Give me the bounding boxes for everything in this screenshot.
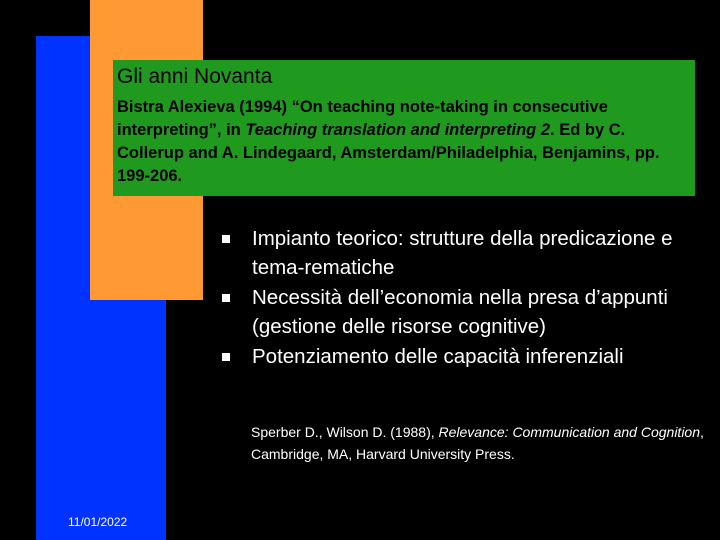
square-bullet-icon <box>222 353 230 361</box>
square-bullet-icon <box>222 294 230 302</box>
reference-citation <box>117 96 689 188</box>
footnote-text-part1: Sperber D., Wilson D. (1988), <box>251 424 439 440</box>
reference-book-title: Teaching translation and interpreting 2 <box>245 121 551 139</box>
bullet-text: Impianto teorico: strutture della predicazione e tema-rematiche <box>252 227 673 279</box>
slide-date: 11/01/2022 <box>68 515 128 529</box>
bullet-item <box>222 342 702 371</box>
footnote-text-part2: , Cambridge, MA, Harvard University Press. <box>251 424 704 462</box>
bullet-item <box>222 283 702 341</box>
reference-text-part2: . Ed by C. Collerup and A. Lindegaard, Amsterdam/Philadelphia, Benjamins, pp. 199-206. <box>117 121 660 185</box>
bullet-list <box>222 224 702 372</box>
bullet-item <box>222 224 702 282</box>
slide-title: Gli anni Novanta <box>117 65 273 88</box>
square-bullet-icon <box>222 235 230 243</box>
reference-text-part1: Bistra Alexieva (1994) “On teaching note-taking in consecutive interpreting”, in <box>117 98 608 139</box>
bullet-text: Potenziamento delle capacità inferenziali <box>252 345 624 368</box>
footnote-book-title: Relevance: Communication and Cognition <box>438 424 700 440</box>
bullet-text: Necessità dell’economia nella presa d’appunti (gestione delle risorse cognitive) <box>252 286 668 338</box>
title-box <box>113 60 695 196</box>
footnote-citation <box>251 421 711 465</box>
